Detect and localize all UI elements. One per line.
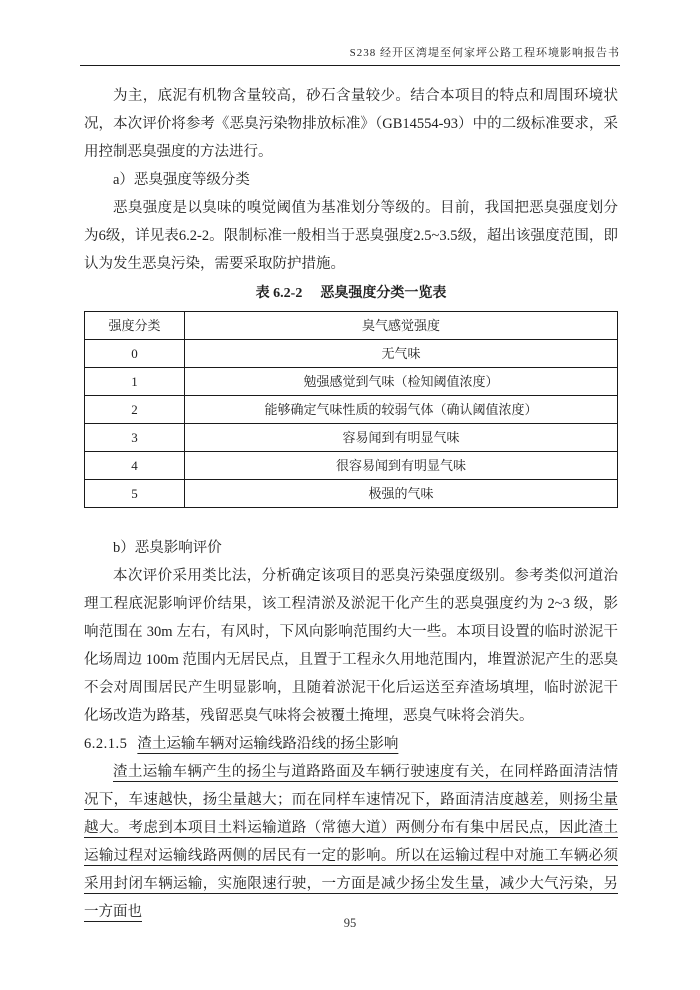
table-row [85,368,618,396]
section-number: 6.2.1.5 [84,736,128,752]
odor-intensity-table [84,311,618,508]
page-number: 95 [343,916,357,930]
table-caption-label: 表 6.2-2 [255,286,303,301]
section-title: 渣土运输车辆对运输线路沿线的扬尘影响 [137,736,399,752]
subheading-odor-impact: b）恶臭影响评价 [113,540,222,556]
table-cell-description: 无气味 [185,340,618,368]
table-cell-description: 容易闻到有明显气味 [185,424,618,452]
paragraph-dust-impact: 渣土运输车辆产生的扬尘与道路路面及车辆行驶速度有关，在同样路面清洁情况下，车速越快，扬尘量越大；而在同样车速情况下，路面清洁度越差，则扬尘量越大。考虑到本项目土料运输道路（常德大道）两侧分布有集中居民点，因此渣土运输过程对运输线路两侧的居民有一定的影响。所以在运输过程中对施工车辆必须采用封闭车辆运输，实施限速行驶，一方面是减少扬尘发生量，减少大气污染，另一方面也 [84,764,618,920]
paragraph-grading: 恶臭强度是以臭味的嗅觉阈值为基准划分等级的。目前，我国把恶臭强度划分为6级，详见表6.2-2。限制标准一般相当于恶臭强度2.5~3.5级，超出该强度范围，即认为发生恶臭污染，需要采取防护措施。 [84,200,618,272]
table-cell-level: 3 [85,424,185,452]
table-row [85,396,618,424]
table-header-level: 强度分类 [85,312,185,340]
table-cell-level: 0 [85,340,185,368]
table-row [85,480,618,508]
table-cell-description: 勉强感觉到气味（检知阈值浓度） [185,368,618,396]
running-header: S238 经开区湾堤至何家坪公路工程环境影响报告书 [80,44,620,66]
table-row [85,340,618,368]
page-content [84,82,618,926]
table-cell-description: 极强的气味 [185,480,618,508]
table-caption [84,280,618,308]
table-cell-level: 5 [85,480,185,508]
table-cell-level: 2 [85,396,185,424]
section-heading-6215 [84,730,618,758]
table-row [85,424,618,452]
table-cell-level: 1 [85,368,185,396]
table-header-row [85,312,618,340]
paragraph-impact-assessment: 本次评价采用类比法，分析确定该项目的恶臭污染强度级别。参考类似河道治理工程底泥影响评价结果，该工程清淤及淤泥干化产生的恶臭强度约为 2~3 级，影响范围在 30m 左右，有风时，下风向影响范围约大一些。本项目设置的临时淤泥干化场周边 100m 范围内无居民点，且置于工程永久用地范围内，堆置淤泥产生的恶臭不会对周围居民产生明显影响，且随着淤泥干化后运送至弃渣场填埋，临时淤泥干化场改造为路基，残留恶臭气味将会被覆土掩埋，恶臭气味将会消失。 [84,568,618,724]
table-cell-description: 能够确定气味性质的较弱气体（确认阈值浓度） [185,396,618,424]
table-caption-title: 恶臭强度分类一览表 [320,286,447,301]
table-header-description: 臭气感觉强度 [185,312,618,340]
subheading-odor-grade: a）恶臭强度等级分类 [113,172,250,188]
table-row [85,452,618,480]
table-cell-description: 很容易闻到有明显气味 [185,452,618,480]
table-cell-level: 4 [85,452,185,480]
paragraph-intro: 为主，底泥有机物含量较高，砂石含量较少。结合本项目的特点和周围环境状况，本次评价将参考《恶臭污染物排放标准》（GB14554-93）中的二级标准要求，采用控制恶臭强度的方法进行。 [84,88,618,160]
